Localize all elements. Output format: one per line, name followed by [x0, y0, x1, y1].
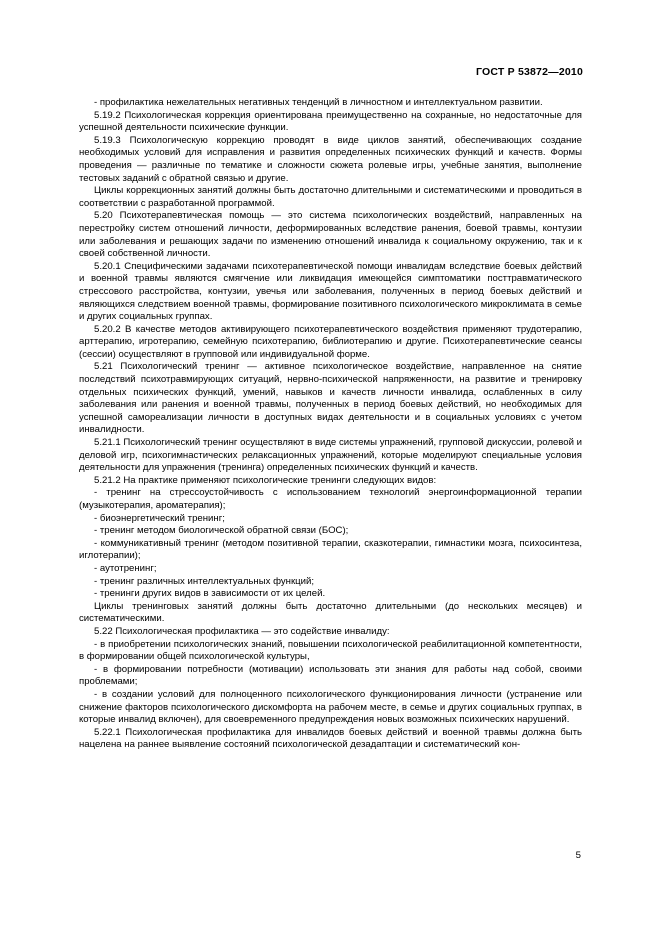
paragraph: 5.20 Психотерапевтическая помощь — это система психологических воздействий, направленных на перестройку систем отношений личности, деформированных вследствие ранения, боевой травмы, контузии или заболевания и решающих задачи по изменению отношений инвалида к социальному окружению, так и к своей собственной личности. — [79, 210, 582, 260]
paragraph: 5.21.2 На практике применяют психологические тренинги следующих видов: — [94, 474, 437, 486]
list-item: - тренинг различных интеллектуальных функций; — [94, 575, 315, 587]
list-item: - тренинг на стрессоустойчивость с использованием технологий энергоинформационной терапии (музыкотерапия, ароматерапия); — [79, 487, 582, 511]
paragraph: 5.20.1 Специфическими задачами психотерапевтической помощи инвалидам вследствие боевых действий и военной травмы являются смягчение или ликвидация имеющейся симптоматики посттравматического стрессового расстройства, контузии, увечья или заболевания, полученных в период боевых действий и являющихся следствием военной травмы, формирование позитивного психологического микроклимата в семье и других социальных группах. — [79, 260, 582, 323]
paragraph: - профилактика нежелательных негативных тенденций в личностном и интеллектуальном развитии. — [94, 97, 543, 108]
document-body — [79, 97, 582, 752]
paragraph: 5.22 Психологическая профилактика — это содействие инвалиду: — [94, 625, 390, 637]
page-number: 5 — [575, 850, 581, 861]
paragraph: 5.22.1 Психологическая профилактика для инвалидов боевых действий и военной травмы должна быть нацелена на раннее выявление состояний психологической дезадаптации и систематический кон- — [79, 726, 582, 751]
paragraph: Циклы тренинговых занятий должны быть достаточно длительными (до нескольких месяцев) и систематическими. — [79, 600, 582, 625]
paragraph: 5.21.1 Психологический тренинг осуществляют в виде системы упражнений, групповой дискуссии, ролевой и деловой игр, психогимнастических релаксационных упражнений, которые моделируют специальные условия деятельности для упражнения (тренинга) определенных психических функций и качеств. — [79, 437, 582, 474]
list-item: - в приобретении психологических знаний, повышении психологической реабилитационной компетентности, в формировании общей психологической культуры, — [79, 638, 582, 663]
list-item: - в формировании потребности (мотивации) использовать эти знания для работы над собой, своими проблемами; — [79, 663, 582, 688]
paragraph: Циклы коррекционных занятий должны быть достаточно длительными и систематическими и проводиться в соответствии с разработанной программой. — [79, 185, 582, 209]
list-item: - аутотренинг; — [94, 562, 157, 574]
list-item: - биоэнергетический тренинг; — [94, 512, 225, 524]
list-item: - тренинг методом биологической обратной связи (БОС); — [94, 525, 349, 537]
paragraph: 5.21 Психологический тренинг — активное психологическое воздействие, направленное на снятие последствий психотравмирующих ситуаций, нервно-психической напряженности, на развитие и тренировку отдельных психических функций, умений, навыков и качеств личности инвалида, ослабленных в силу заболевания или ранения и военной травмы, полученных в период боевых действий, но необходимых для успешной самореализации личности в доступных видах деятельности и в социальных условиях с учетом инвалидности. — [79, 361, 582, 436]
list-item: - тренинги других видов в зависимости от их целей. — [94, 588, 326, 600]
paragraph: 5.19.3 Психологическую коррекцию проводят в виде циклов занятий, обеспечивающих создание необходимых условий для исправления и развития определенных психических функций и качеств. Формы проведения — различные по тематике и сложности сюжета ролевые игры, учебные занятия, выполнение тестовых заданий с обратной связью и другие. — [79, 134, 582, 184]
paragraph: 5.19.2 Психологическая коррекция ориентирована преимущественно на сохранные, но недостаточные для успешной деятельности психические функции. — [79, 109, 582, 134]
list-item: - в создании условий для полноценного психологического функционирования личности (устранение или снижение факторов психологического дискомфорта на рабочем месте, в семье и других социальных группах, в которые инвалид включен), для своевременного предупреждения новых возможных психических нарушений. — [79, 688, 582, 726]
document-id: ГОСТ Р 53872—2010 — [475, 66, 583, 78]
list-item: - коммуникативный тренинг (методом позитивной терапии, сказкотерапии, гимнастики мозга, психосинтеза, иглотерапии); — [79, 537, 582, 562]
paragraph: 5.20.2 В качестве методов активирующего психотерапевтического воздействия применяют трудотерапию, арттерапию, игротерапию, семейную психотерапию, библиотерапию и другие. Психотерапевтические сеансы (сессии) осуществляют в групповой или индивидуальной форме. — [79, 323, 582, 360]
